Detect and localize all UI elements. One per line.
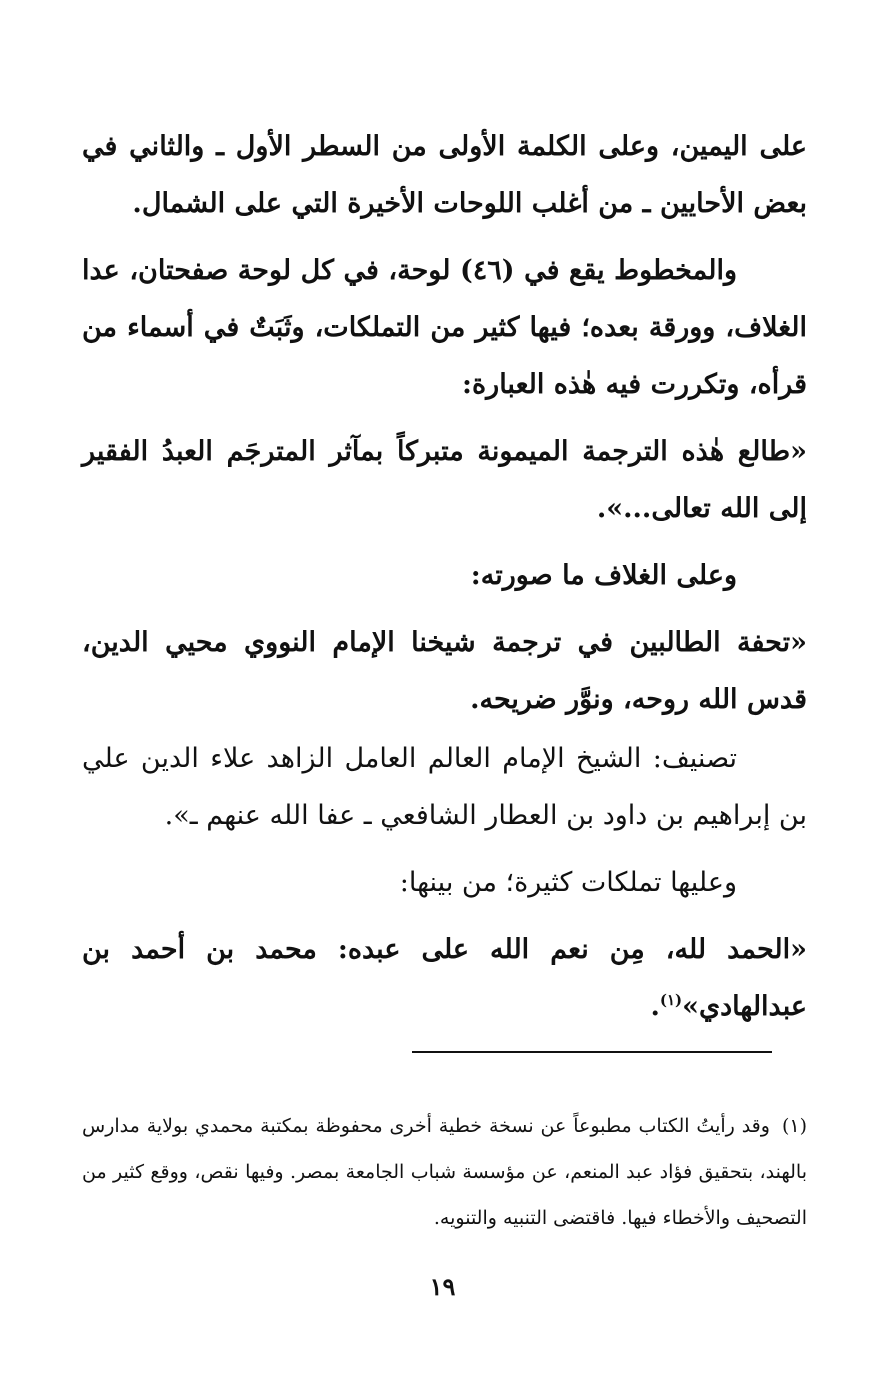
paragraph-2: والمخطوط يقع في (٤٦) لوحة، في كل لوحة صفحتان، عدا الغلاف، وورقة بعده؛ فيها كثير من التملكات، وثَبَتٌ في أسماء من قرأه، وتكررت فيه هٰذه العبارة: xyxy=(82,255,807,400)
footnote-marker: (١) xyxy=(781,1115,807,1137)
quote-3 xyxy=(82,921,807,1035)
page-number: ١٩ xyxy=(429,1272,456,1301)
main-text xyxy=(82,118,807,1045)
footnote-divider xyxy=(412,1051,772,1053)
quote-3-text: «الحمد لله، مِن نعم الله على عبده: محمد بن أحمد بن عبدالهادي» xyxy=(82,934,807,1022)
footnote-paragraph xyxy=(82,1103,807,1241)
footnote xyxy=(82,1103,807,1241)
paragraph-4: وعليها تملكات كثيرة؛ من بينها: xyxy=(399,867,737,898)
paragraph-1: على اليمين، وعلى الكلمة الأولى من السطر الأول ـ والثاني في بعض الأحايين ـ من أغلب اللوحات الأخيرة التي على الشمال. xyxy=(82,131,807,219)
footnote-reference: (١) xyxy=(659,991,683,1009)
quote-3-end: . xyxy=(650,991,660,1022)
quote-1: «طالع هٰذه الترجمة الميمونة متبركاً بمآثر المترجَم العبدُ الفقير إلى الله تعالى...». xyxy=(82,436,807,524)
quote-2: «تحفة الطالبين في ترجمة شيخنا الإمام النووي محيي الدين، قدس الله روحه، ونوَّر ضريحه. xyxy=(82,627,807,715)
paragraph-author: تصنيف: الشيخ الإمام العالم العامل الزاهد علاء الدين علي بن إبراهيم بن داود بن العطار الشافعي ـ عفا الله عنهم ـ». xyxy=(82,743,807,831)
paragraph-3: وعلى الغلاف ما صورته: xyxy=(470,560,737,591)
footnote-text: وقد رأيتُ الكتاب مطبوعاً عن نسخة خطية أخرى محفوظة بمكتبة محمدي بولاية مدارس بالهند، بتحقيق فؤاد عبد المنعم، عن مؤسسة شباب الجامعة بمصر. وفيها نقص، ووقع كثير من التصحيف والأخطاء فيها. فاقتضى التنبيه والتنويه. xyxy=(82,1115,807,1229)
